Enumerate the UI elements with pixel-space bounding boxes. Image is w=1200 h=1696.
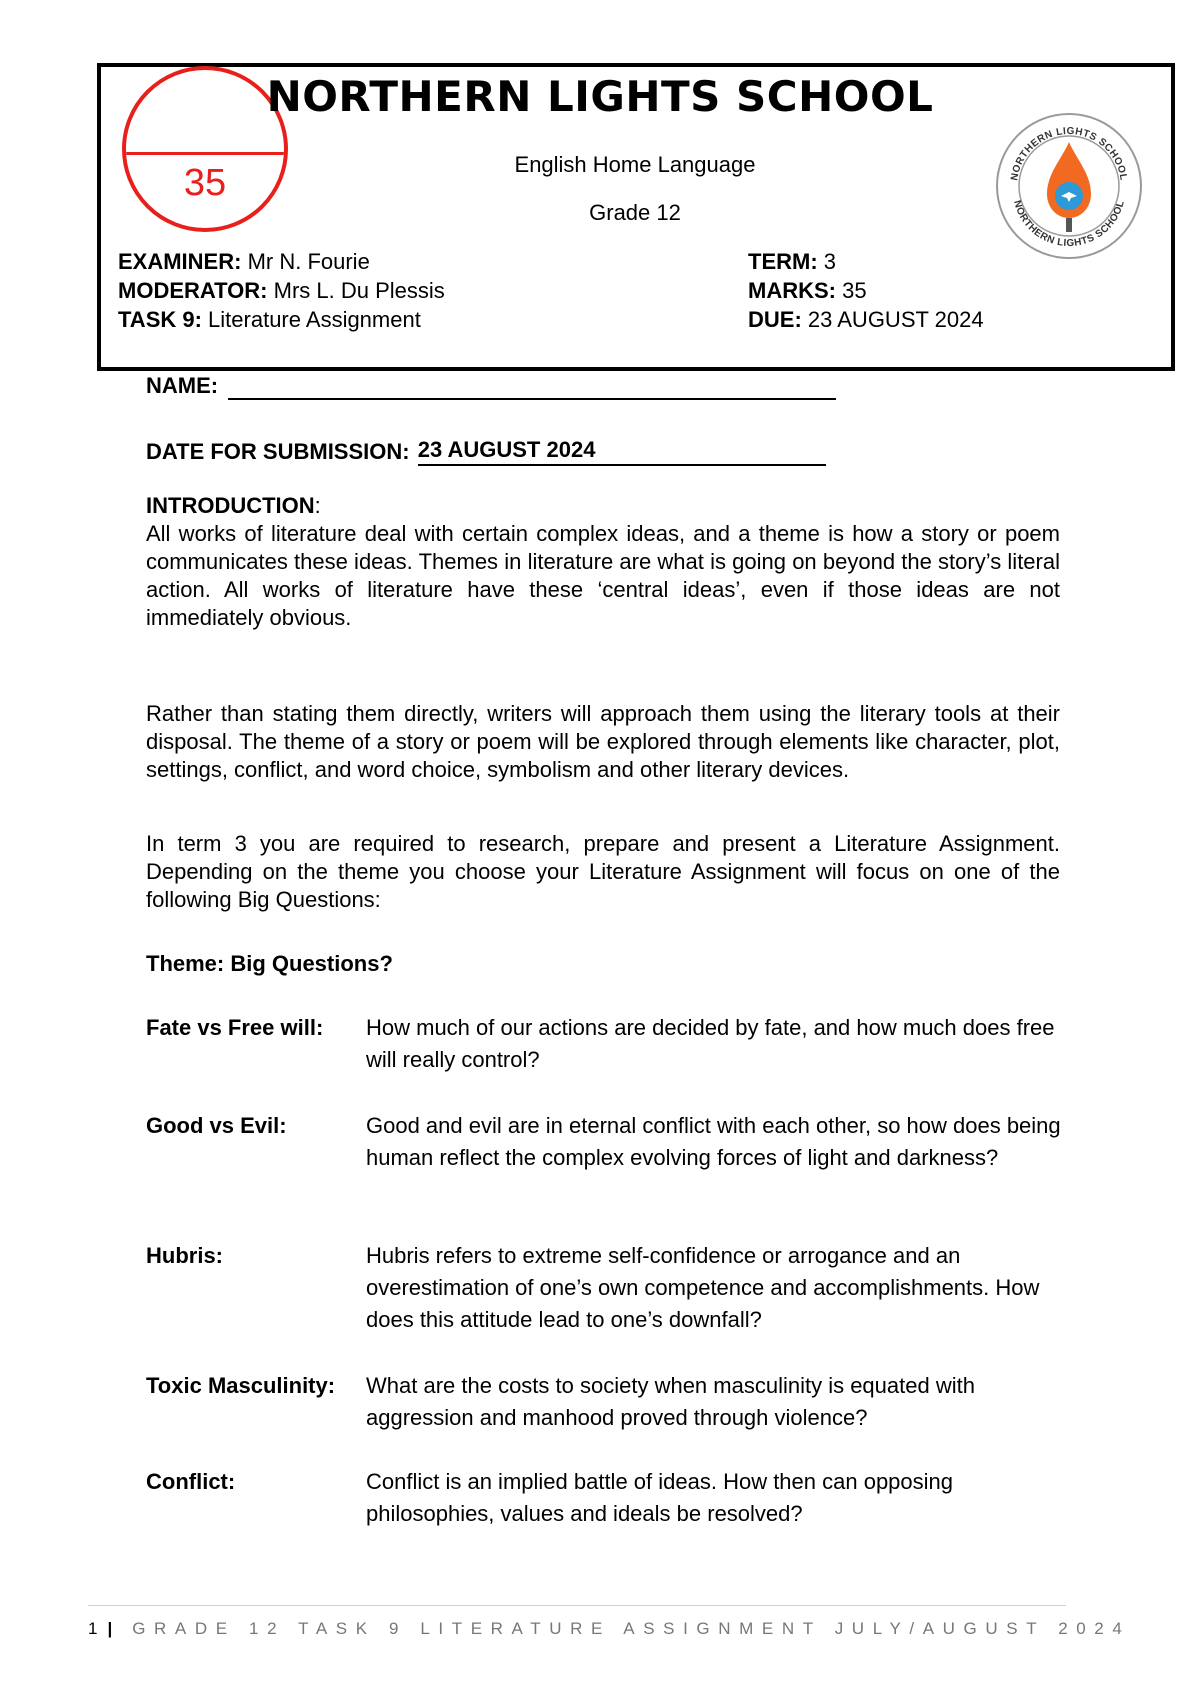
intro-heading-colon: :: [314, 493, 321, 518]
name-line: [146, 372, 836, 400]
school-name: NORTHERN LIGHTS SCHOOL: [266, 72, 934, 121]
torch-handle: [1066, 218, 1072, 232]
theme-desc-conflict: Conflict is an implied battle of ideas. How then can opposing philosophies, values and ideals be resolved?: [366, 1469, 954, 1526]
task-value: Literature Assignment: [201, 307, 421, 332]
due-value: 23 AUGUST 2024: [801, 307, 984, 332]
name-field[interactable]: [228, 374, 836, 400]
intro-heading-line: [146, 492, 321, 520]
intro-paragraph-3: In term 3 you are required to research, prepare and present a Literature Assignment. Depending on the theme you choose your Literature Assignment will focus on one of the following Big Questions:: [146, 831, 1060, 912]
footer-separator: |: [107, 1619, 113, 1638]
subject: English Home Language: [514, 152, 756, 177]
intro-paragraph-2: Rather than stating them directly, writers will approach them using the literary tools at their disposal. The theme of a story or poem will be explored through elements like character, plot, settings, conflict, and word choice, symbolism and other literary devices.: [146, 701, 1060, 782]
examiner-line: [118, 247, 445, 276]
task-label: TASK 9:: [118, 307, 202, 332]
submission-value: 23 AUGUST 2024: [418, 436, 826, 466]
theme-desc-good-evil: Good and evil are in eternal conflict with each other, so how does being human reflect the complex evolving forces of light and darkness?: [366, 1113, 1061, 1170]
score-value: 35: [183, 162, 227, 204]
theme-desc-toxic: What are the costs to society when masculinity is equated with aggression and manhood proved through violence?: [366, 1373, 975, 1430]
due-label: DUE:: [748, 307, 802, 332]
examiner-value: Mr N. Fourie: [241, 249, 370, 274]
moderator-line: [118, 276, 445, 305]
theme-term-conflict: Conflict:: [146, 1469, 236, 1494]
due-line: [748, 305, 984, 334]
examiner-label: EXAMINER:: [118, 249, 242, 274]
term-line: [748, 247, 984, 276]
intro-heading: INTRODUCTION: [146, 493, 315, 518]
grade: Grade 12: [589, 200, 681, 225]
page-number: 1: [88, 1619, 98, 1638]
themes-heading: Theme: Big Questions?: [146, 951, 393, 976]
theme-term-fate: Fate vs Free will:: [146, 1015, 324, 1040]
theme-term-good-evil: Good vs Evil:: [146, 1113, 287, 1138]
term-value: 3: [817, 249, 837, 274]
submission-line: [146, 436, 826, 466]
term-label: TERM:: [748, 249, 818, 274]
submission-label: DATE FOR SUBMISSION:: [146, 439, 410, 464]
school-logo: [995, 112, 1143, 260]
theme-term-toxic: Toxic Masculinity:: [146, 1373, 336, 1398]
marks-label: MARKS:: [748, 278, 836, 303]
logo-text-top: NORTHERN LIGHTS SCHOOL: [1009, 125, 1129, 182]
theme-term-hubris: Hubris:: [146, 1243, 223, 1268]
footer-rule: [88, 1605, 1066, 1606]
task-line: [118, 305, 445, 334]
intro-paragraph-1: All works of literature deal with certain complex ideas, and a theme is how a story or poem communicates these ideas. Themes in literature are what is going on beyond the story’s literal action. All works of literature have these ‘central ideas’, even if those ideas are not immediately obvious.: [146, 521, 1060, 630]
marks-value: 35: [836, 278, 867, 303]
footer-text: GRADE 12 TASK 9 LITERATURE ASSIGNMENT JULY/AUGUST 2024: [132, 1619, 1131, 1638]
name-label: NAME:: [146, 373, 219, 398]
moderator-label: MODERATOR:: [118, 278, 268, 303]
marks-line: [748, 276, 984, 305]
page-footer: [88, 1619, 1130, 1639]
theme-desc-hubris: Hubris refers to extreme self-confidence or arrogance and an overestimation of one’s own competence and accomplishments. How does this attitude lead to one’s downfall?: [366, 1243, 1040, 1332]
theme-desc-fate: How much of our actions are decided by fate, and how much does free will really control?: [366, 1015, 1055, 1072]
logo-text-bottom: NORTHERN LIGHTS SCHOOL: [1011, 199, 1127, 250]
meta-left: [118, 247, 445, 334]
moderator-value: Mrs L. Du Plessis: [267, 278, 445, 303]
meta-right: [748, 247, 984, 334]
